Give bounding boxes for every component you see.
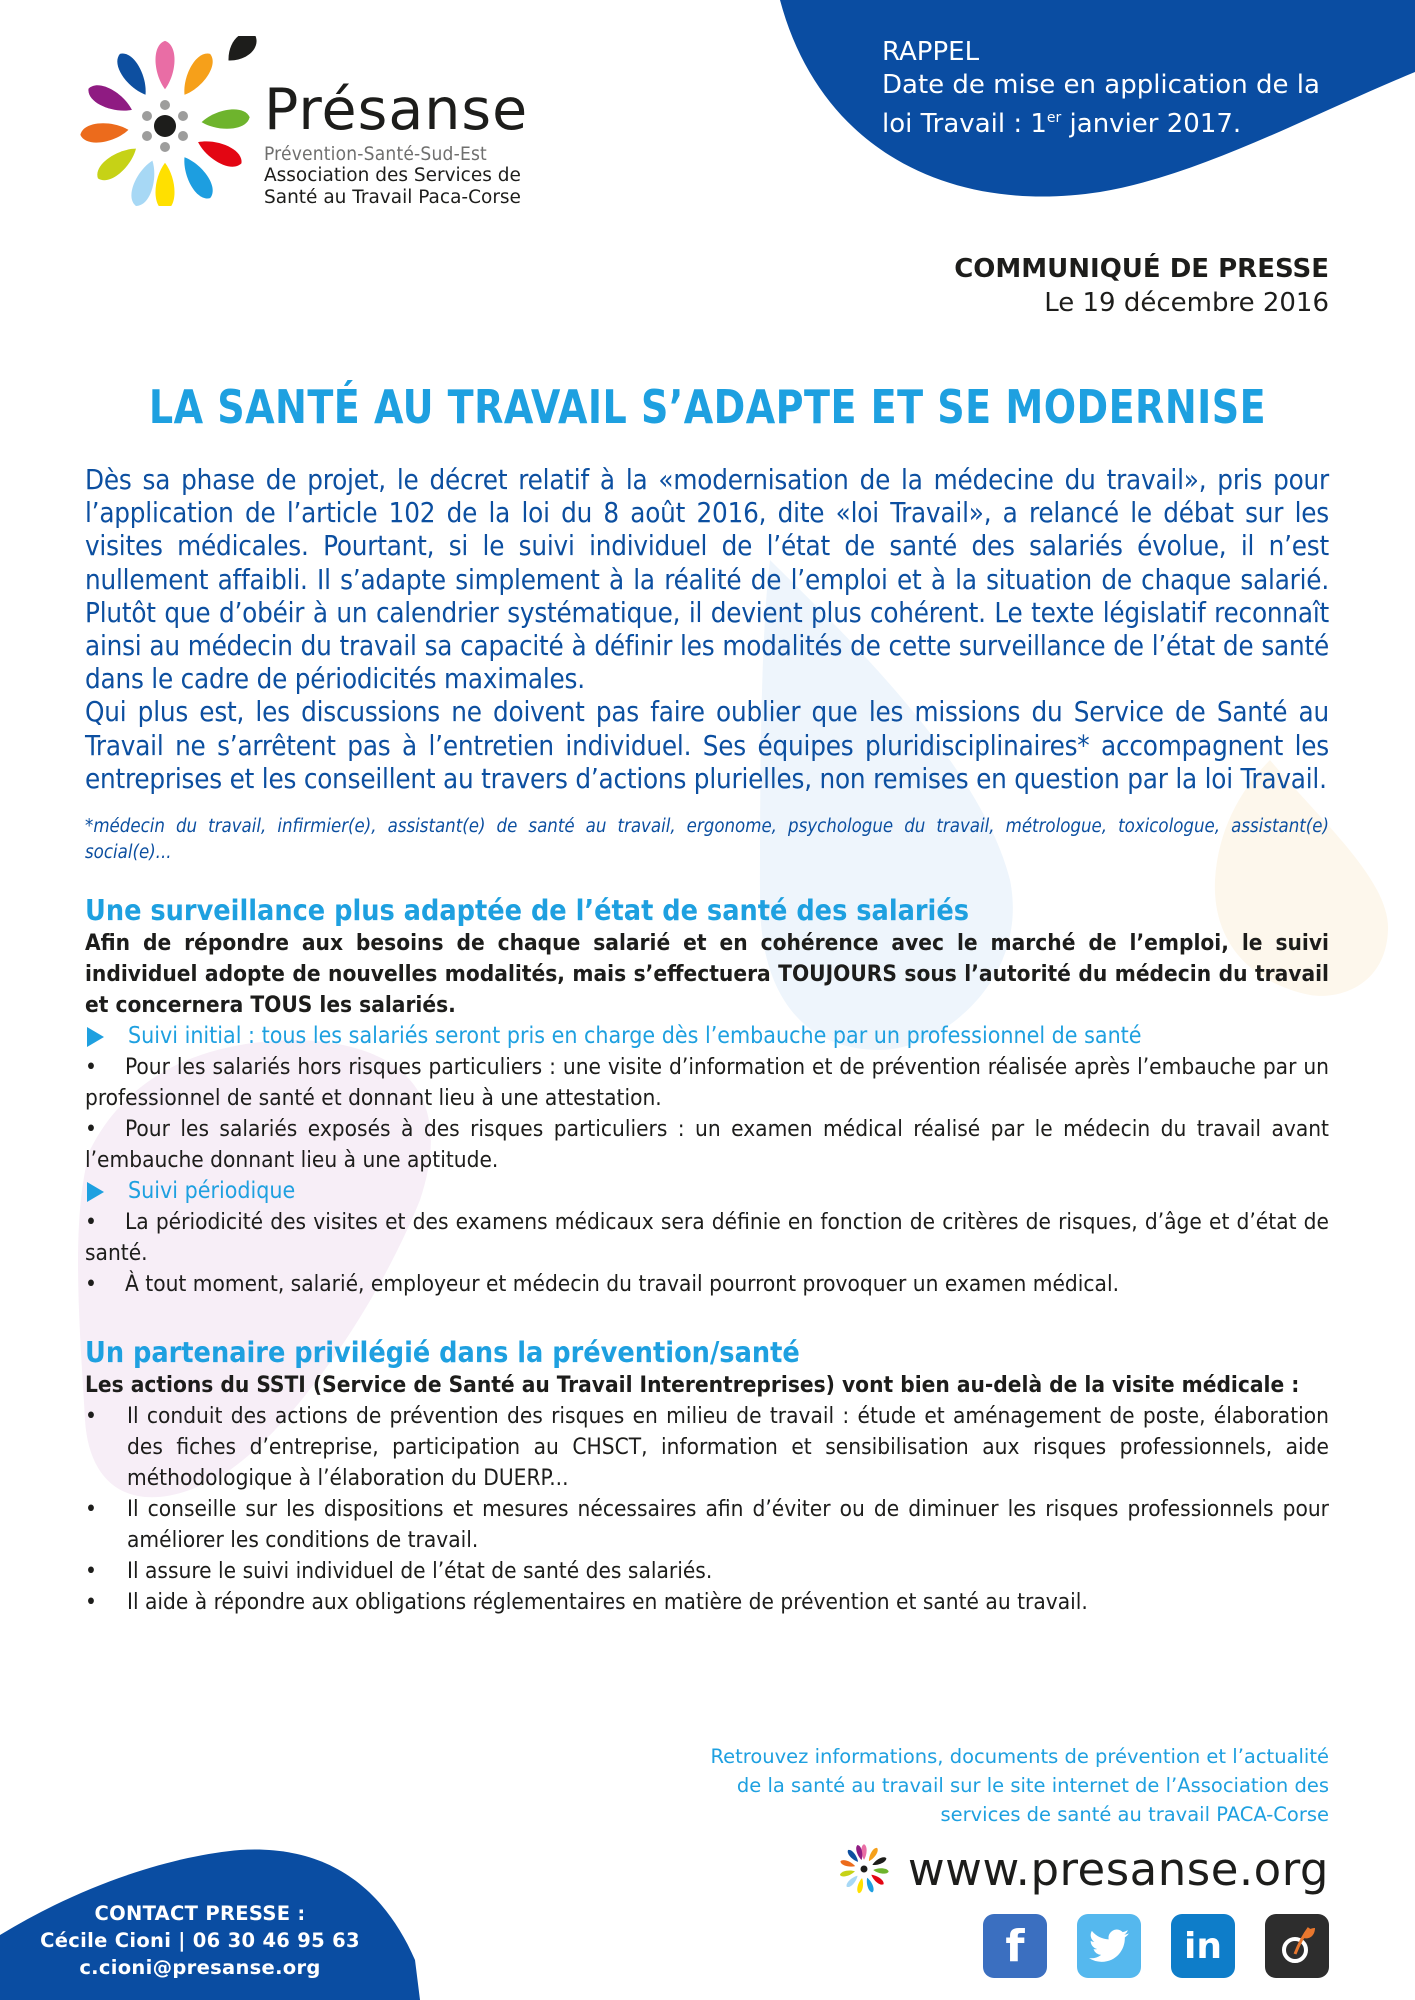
website-info-line2: de la santé au travail sur le site internet de l’Association des [736,1774,1329,1797]
main-title: LA SANTÉ AU TRAVAIL S’ADAPTE ET SE MODERNISE [148,380,1267,434]
list-item-text: Il conseille sur les dispositions et mesures nécessaires afin d’éviter ou de diminuer les risques professionnels pour améliorer les conditions de travail. [127,1496,1329,1554]
subsection-heading-text: Suivi périodique [128,1178,296,1205]
bullet-icon: • [85,1496,97,1523]
subsection-periodic-heading [85,1176,1329,1207]
section1-title: Une surveillance plus adaptée de l’état de santé des salariés [85,894,970,928]
linkedin-button[interactable] [1171,1914,1235,1978]
reminder-line3-suffix: janvier 2017. [1061,109,1242,139]
intro-paragraph-2: Qui plus est, les discussions ne doivent pas faire oublier que les missions du Service de Santé au Travail ne s’arrêtent pas à l’entretien individuel. Ses équipes pluridisciplinaires* accompagnent les entreprises et les conseillent au travers d’actions plurielles, non remises en question par la loi Travail. [85,696,1329,795]
subsection-initial-heading [85,1021,1329,1052]
press-release-header [954,252,1329,320]
reminder-line3-prefix: loi Travail : 1 [882,109,1047,139]
brand-tagline: Prévention-Santé-Sud-Est [264,143,487,165]
press-release-date: Le 19 décembre 2016 [1044,288,1329,318]
section2-lead: Les actions du SSTI (Service de Santé au Travail Interentreprises) vont bien au-delà de la visite médicale : [85,1372,1300,1399]
reminder-line2: Date de mise en application de la [882,70,1320,100]
list-item [85,1269,1329,1300]
section2-list [85,1401,1329,1618]
section2-title: Un partenaire privilégié dans la prévention/santé [85,1336,800,1370]
section1-lead: Afin de répondre aux besoins de chaque salarié et en cohérence avec le marché de l’emploi, le suivi individuel adopte de nouvelles modalités, mais s’effectuera TOUJOURS sous l’autorité du médecin du travail et concernera TOUS les salariés. [85,930,1329,1019]
brand-description-line1: Association des Services de [264,165,521,186]
list-item-text: La périodicité des visites et des examens médicaux sera définie en fonction de critères de risques, d’âge et d’état de santé. [85,1209,1329,1267]
bullet-icon: • [85,1271,97,1298]
linkedin-icon: in [1184,1925,1222,1967]
press-release-title: COMMUNIQUÉ DE PRESSE [954,254,1329,284]
website-info [710,1742,1329,1829]
article-body [85,464,1329,1618]
twitter-button[interactable] [1077,1914,1141,1978]
list-item [85,1556,1329,1587]
bullet-icon: • [85,1589,97,1616]
presanse-flower-logo-icon [80,36,270,206]
list-item [85,1207,1329,1269]
reminder-label: RAPPEL [882,37,980,67]
list-item [85,1052,1329,1114]
list-item-text: Il conduit des actions de prévention des risques en milieu de travail : étude et aménagement de poste, élaboration des fiches d’entreprise, participation au CHSCT, information et sensibilisation aux risques professionnels, aide méthodologique à l’élaboration du DUERP... [127,1403,1329,1492]
facebook-icon: f [1005,1920,1025,1972]
footnote: *médecin du travail, infirmier(e), assistant(e) de santé au travail, ergonome, psychologue du travail, métrologue, toxicologue, assistant(e) social(e)... [85,816,1329,864]
list-item-text: À tout moment, salarié, employeur et médecin du travail pourront provoquer un examen médical. [125,1271,1119,1298]
bullet-icon: • [85,1403,97,1430]
press-contact-email[interactable]: c.cioni@presanse.org [79,1956,321,1979]
brand-description-line2: Santé au Travail Paca-Corse [264,187,521,208]
reminder-line3 [882,102,1320,141]
triangle-bullet-icon [87,1027,104,1047]
brand-block [264,77,529,209]
triangle-bullet-icon [87,1182,104,1202]
website-url[interactable]: www.presanse.org [907,1842,1329,1896]
website-info-line1: Retrouvez informations, documents de prévention et l’actualité [710,1745,1329,1768]
press-contact [0,1900,400,1981]
press-contact-title: CONTACT PRESSE : [94,1902,306,1925]
viadeo-button[interactable] [1265,1914,1329,1978]
list-item [85,1587,1329,1618]
facebook-button[interactable] [983,1914,1047,1978]
reminder-line3-sup: er [1046,110,1062,126]
list-item [85,1401,1329,1494]
press-contact-name-phone: Cécile Cioni | 06 30 46 95 63 [40,1929,360,1952]
list-item-text: Pour les salariés hors risques particuliers : une visite d’information et de prévention réalisée après l’embauche par un professionnel de santé et donnant lieu à une attestation. [85,1054,1329,1112]
website-link[interactable] [832,1838,1329,1900]
list-item-text: Il assure le suivi individuel de l’état de santé des salariés. [127,1558,713,1585]
bullet-icon: • [85,1116,97,1143]
logo-petal-pink [155,41,174,89]
list-item-text: Pour les salariés exposés à des risques particuliers : un examen médical réalisé par le médecin du travail avant l’embauche donnant lieu à une aptitude. [85,1116,1329,1174]
reminder-callout [882,36,1320,141]
bullet-icon: • [85,1209,97,1236]
bullet-icon: • [85,1054,97,1081]
social-links [983,1914,1329,1978]
brand-name: Présanse [264,77,529,143]
list-item [85,1114,1329,1176]
twitter-icon [1089,1929,1129,1963]
subsection-heading-text: Suivi initial : tous les salariés seront pris en charge dès l’embauche par un professionnel de santé [128,1023,1142,1050]
intro-paragraph-1: Dès sa phase de projet, le décret relatif à la «modernisation de la médecine du travail», pris pour l’application de l’article 102 de la loi du 8 août 2016, dite «loi Travail», a relancé le débat sur les visites médicales. Pourtant, si le suivi individuel de l’état de santé des salariés évolue, il n’est nullement affaibli. Il s’adapte simplement à la réalité de l’emploi et à la situation de chaque salarié. Plutôt que d’obéir à un calendrier systématique, il devient plus cohérent. Le texte législatif reconnaît ainsi au médecin du travail sa capacité à définir les modalités de cette surveillance de l’état de santé dans le cadre de périodicités maximales. [85,464,1329,696]
list-item [85,1494,1329,1556]
website-info-line3: services de santé au travail PACA-Corse [940,1803,1329,1826]
presanse-small-logo-icon [832,1838,896,1900]
list-item-text: Il aide à répondre aux obligations réglementaires en matière de prévention et santé au travail. [127,1589,1088,1616]
bullet-icon: • [85,1558,97,1585]
viadeo-icon [1275,1924,1319,1968]
